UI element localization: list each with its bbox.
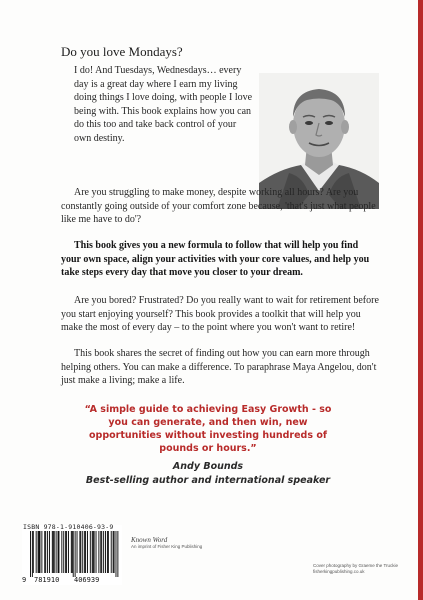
barcode-bar: [101, 531, 102, 573]
quote-line: opportunities without investing hundreds of: [89, 430, 327, 441]
quote-author: Andy Bounds: [172, 461, 244, 472]
quote-author-title: Best-selling author and international speaker: [85, 475, 331, 486]
barcode-bar: [73, 531, 74, 577]
barcode-bar: [32, 531, 33, 577]
barcode-bar: [71, 531, 72, 573]
publisher-logo: Known Word: [131, 536, 168, 544]
barcode-bar: [44, 531, 45, 573]
barcode-bar: [66, 531, 67, 573]
barcode-bar: [84, 531, 85, 573]
barcode-bar: [75, 531, 76, 577]
red-spine-edge: [418, 0, 423, 600]
barcode-digits-group2: 406939: [74, 576, 100, 584]
barcode-bar: [53, 531, 54, 573]
barcode-bar: [92, 531, 93, 573]
barcode-bar: [80, 531, 81, 573]
barcode-bar: [103, 531, 104, 573]
formula-paragraph: This book gives you a new formula to follow that will help you find your own space, align your activities with your core values, and help you take steps every day that move you closer to your dream.: [61, 240, 370, 278]
barcode-bar: [72, 531, 73, 573]
struggling-paragraph: Are you struggling to make money, despite working all hours? Are you constantly going outside of your comfort zone because, 'that's just what people like me have to do'?: [61, 187, 376, 225]
barcode-bar: [40, 531, 41, 573]
barcode-bar: [30, 531, 31, 577]
barcode-bar: [90, 531, 91, 573]
barcode: [22, 525, 122, 585]
credit-line: Cover photography by Graeme the Truckie: [313, 563, 399, 568]
barcode-bar: [47, 531, 48, 573]
quote-line: “A simple guide to achieving Easy Growth - so: [84, 404, 332, 415]
secret-paragraph: This book shares the secret of finding out how you can earn more through helping others. You can make a difference. To paraphrase Maya Angelou, don't just make a living; make a life.: [61, 348, 377, 386]
cover-heading: Do you love Mondays?: [61, 44, 183, 59]
barcode-bar: [94, 531, 95, 573]
barcode-bar: [98, 531, 99, 573]
barcode-digit-first: 9: [22, 576, 27, 584]
barcode-bar: [38, 531, 39, 573]
barcode-bars: [22, 525, 122, 585]
barcode-bar: [108, 531, 109, 573]
barcode-bar: [45, 531, 46, 573]
barcode-bar: [79, 531, 80, 573]
barcode-bar: [63, 531, 64, 573]
barcode-bar: [117, 531, 118, 577]
barcode-bar: [77, 531, 78, 573]
barcode-bar: [100, 531, 101, 573]
publisher-imprint-line: An imprint of Fisher King Publishing: [131, 544, 203, 549]
intro-paragraph: I do! And Tuesdays, Wednesdays… every day is a great day where I earn my living doing things I love doing, with people I love being with. This book explains how you can do this too and take back control of your own destiny.: [74, 65, 253, 144]
barcode-bar: [114, 531, 115, 573]
cover-credit: [313, 563, 408, 575]
barcode-bar: [93, 531, 94, 573]
isbn-text: ISBN 978-1-910406-93-9: [23, 523, 114, 531]
barcode-bar: [82, 531, 83, 573]
barcode-bar: [39, 531, 40, 573]
barcode-bar: [96, 531, 97, 573]
barcode-bar: [111, 531, 112, 573]
barcode-bar: [56, 531, 57, 573]
barcode-bar: [85, 531, 86, 573]
barcode-bar: [116, 531, 117, 577]
endorsement-quote: [58, 403, 358, 455]
barcode-bar: [107, 531, 108, 573]
barcode-bar: [113, 531, 114, 573]
barcode-bar: [58, 531, 59, 573]
barcode-bar: [61, 531, 62, 573]
quote-line: you can generate, and then win, new: [108, 417, 308, 428]
barcode-bar: [105, 531, 106, 573]
quote-line: pounds or hours.”: [159, 443, 257, 454]
barcode-digits-group1: 781910: [34, 576, 60, 584]
credit-website: fisherkingpublishing.co.uk: [313, 569, 365, 574]
barcode-bar: [54, 531, 55, 573]
barcode-bar: [87, 531, 88, 573]
barcode-bar: [52, 531, 53, 573]
barcode-bar: [41, 531, 42, 573]
barcode-bar: [49, 531, 50, 573]
barcode-bar: [65, 531, 66, 573]
barcode-bar: [33, 531, 34, 573]
barcode-bar: [36, 531, 37, 573]
bored-paragraph: Are you bored? Frustrated? Do you really want to wait for retirement before you start enjoying yourself? This book provides a toolkit that will help you make the most of every day – to the point where you won't want to retire!: [61, 295, 379, 333]
barcode-bar: [68, 531, 69, 573]
barcode-bar: [59, 531, 60, 573]
